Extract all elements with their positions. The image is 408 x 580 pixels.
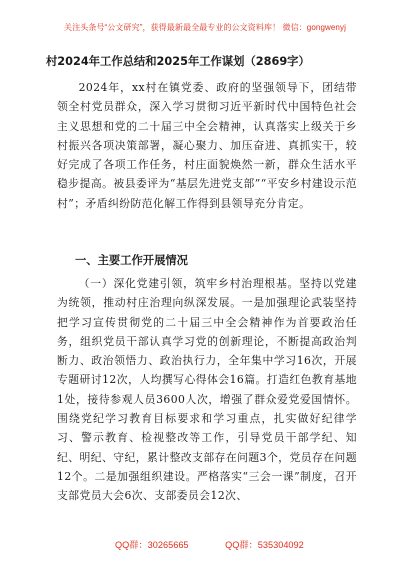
footer-qq-group-1: QQ群：30265665 bbox=[115, 540, 189, 550]
section-heading: 一、主要工作开展情况 bbox=[75, 254, 188, 267]
footer-qq-group-2: QQ群：535304092 bbox=[225, 540, 304, 550]
section-paragraph: （一）深化党建引领，筑牢乡村治理根基。坚持以党建为统领，推动村庄治理向纵深发展。一是加强理论武装坚持把学习宣传贯彻党的二十届三中全会精神作为首要政治任务，组织党员干部认真学习党的创新理论，不断提高政治判断力、政治领悟力、政治执行力，全年集中学习16次，开展专题研讨12次，人均撰写心得体会16篇。打造红色教育基地1处，接待参观人员3600人次，增强了群众爱党爱国情怀。围绕党纪学习教育目标要求和学习重点，扎实做好纪律学习、警示教育、检视整改等工作，引导党员干部学纪、知纪、明纪、守纪，累计整改支部存在问题3个，党员存在问题12个。二是加强组织建设。严格落实“三会一课”制度，召开支部党员大会6次、支部委员会12次、 bbox=[57, 277, 357, 503]
document-title: 村2024年工作总结和2025年工作谋划（2869字） bbox=[46, 55, 310, 68]
footer-contact bbox=[115, 539, 355, 551]
header-promo-banner: 关注头条号“公文研究”，获得最新最全最专业的公文资料库！ 微信：gongwenyj bbox=[64, 23, 346, 32]
intro-paragraph: 2024年，xx村在镇党委、政府的坚强领导下，团结带领全村党员群众，深入学习贯彻习近平新时代中国特色社会主义思想和党的二十届三中全会精神，认真落实上级关于乡村振兴各项决策部署，凝心聚力、加压奋进、真抓实干，较好完成了各项工作任务，村庄面貌焕然一新，群众生活水平稳步提高。被县委评为“基层先进党支部”“平安乡村建设示范村”；矛盾纠纷防范化解工作得到县领导充分肯定。 bbox=[57, 81, 357, 210]
